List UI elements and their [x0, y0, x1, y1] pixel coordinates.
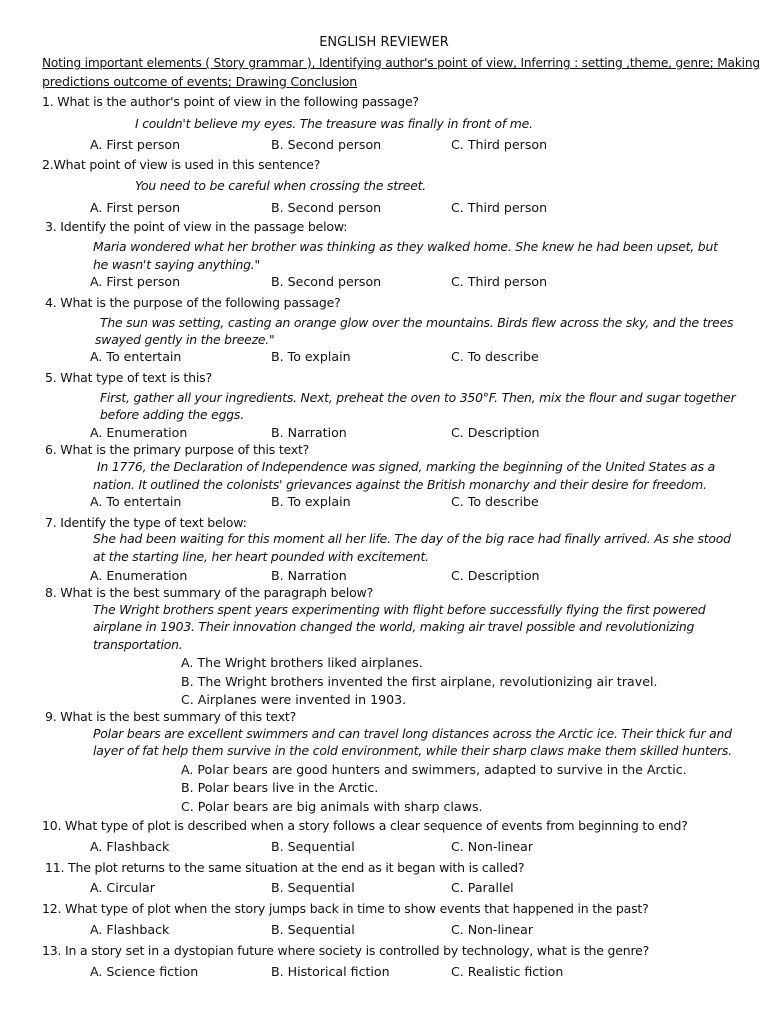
passage-6-line-2: nation. It outlined the colonists' grievances against the British monarchy and their desire for freedom. — [93, 477, 707, 492]
q8-option-a: A. The Wright brothers liked airplanes. — [181, 655, 423, 670]
passage-8-line-3: transportation. — [93, 637, 183, 652]
q7-option-c: C. Description — [451, 568, 540, 583]
q1-option-b: B. Second person — [271, 137, 382, 152]
q8-option-c: C. Airplanes were invented in 1903. — [181, 692, 407, 707]
q4-option-c: C. To describe — [451, 349, 539, 364]
passage-4-line-1: The sun was setting, casting an orange glow over the mountains. Birds flew across the sky, and the trees — [100, 315, 734, 330]
q8-option-b: B. The Wright brothers invented the first airplane, revolutionizing air travel. — [181, 674, 658, 689]
q9-option-b: B. Polar bears live in the Arctic. — [181, 780, 379, 795]
passage-9-line-2: layer of fat help them survive in the cold environment, while their sharp claws make them skilled hunters. — [93, 743, 732, 758]
q2-option-b: B. Second person — [271, 200, 382, 215]
question-6: 6. What is the primary purpose of this text? — [45, 442, 310, 457]
q5-option-a: A. Enumeration — [90, 425, 188, 440]
q10-option-b: B. Sequential — [271, 839, 355, 854]
q9-option-c: C. Polar bears are big animals with sharp claws. — [181, 799, 483, 814]
q1-option-a: A. First person — [90, 137, 181, 152]
q10-option-c: C. Non-linear — [451, 839, 534, 854]
passage-8-line-1: The Wright brothers spent years experimenting with flight before successfully flying the first powered — [93, 602, 706, 617]
passage-4-line-2: swayed gently in the breeze." — [95, 332, 275, 347]
q12-option-b: B. Sequential — [271, 922, 355, 937]
q7-option-a: A. Enumeration — [90, 568, 188, 583]
q7-option-b: B. Narration — [271, 568, 347, 583]
question-5: 5. What type of text is this? — [45, 370, 212, 385]
q10-option-a: A. Flashback — [90, 839, 170, 854]
q3-option-a: A. First person — [90, 274, 181, 289]
q11-option-a: A. Circular — [90, 880, 155, 895]
q9-option-a: A. Polar bears are good hunters and swimmers, adapted to survive in the Arctic. — [181, 762, 687, 777]
q4-option-b: B. To explain — [271, 349, 351, 364]
passage-3-line-1: Maria wondered what her brother was thinking as they walked home. She knew he had been upset, but — [93, 239, 718, 254]
question-9: 9. What is the best summary of this text? — [45, 709, 297, 724]
question-1: 1. What is the author's point of view in the following passage? — [42, 94, 419, 109]
q5-option-c: C. Description — [451, 425, 540, 440]
q13-option-c: C. Realistic fiction — [451, 964, 564, 979]
q12-option-c: C. Non-linear — [451, 922, 534, 937]
question-8: 8. What is the best summary of the paragraph below? — [45, 585, 374, 600]
passage-8-line-2: airplane in 1903. Their innovation changed the world, making air travel possible and revolutionizing — [93, 619, 695, 634]
q11-option-b: B. Sequential — [271, 880, 355, 895]
q5-option-b: B. Narration — [271, 425, 347, 440]
question-2: 2.What point of view is used in this sentence? — [42, 157, 321, 172]
question-7: 7. Identify the type of text below: — [45, 515, 247, 530]
q2-option-c: C. Third person — [451, 200, 548, 215]
page-title: ENGLISH REVIEWER — [319, 35, 449, 50]
passage-7-line-2: at the starting line, her heart pounded with excitement. — [93, 549, 429, 564]
passage-1-line-1: I couldn't believe my eyes. The treasure was finally in front of me. — [135, 116, 533, 131]
q2-option-a: A. First person — [90, 200, 181, 215]
q6-option-a: A. To entertain — [90, 494, 182, 509]
q4-option-a: A. To entertain — [90, 349, 182, 364]
question-10: 10. What type of plot is described when a story follows a clear sequence of events from beginning to end? — [42, 818, 688, 833]
passage-3-line-2: he wasn't saying anything." — [93, 257, 261, 272]
q12-option-a: A. Flashback — [90, 922, 170, 937]
passage-6-line-1: In 1776, the Declaration of Independence was signed, marking the beginning of the United States as a — [97, 459, 716, 474]
question-11: 11. The plot returns to the same situation at the end as it began with is called? — [45, 860, 525, 875]
q3-option-c: C. Third person — [451, 274, 548, 289]
question-4: 4. What is the purpose of the following passage? — [45, 295, 341, 310]
q1-option-c: C. Third person — [451, 137, 548, 152]
q13-option-a: A. Science fiction — [90, 964, 199, 979]
passage-7-line-1: She had been waiting for this moment all her life. The day of the big race had finally arrived. As she stood — [93, 531, 731, 546]
passage-2-line-1: You need to be careful when crossing the street. — [135, 178, 427, 193]
passage-9-line-1: Polar bears are excellent swimmers and can travel long distances across the Arctic ice. Their thick fur and — [93, 726, 732, 741]
q6-option-b: B. To explain — [271, 494, 351, 509]
question-3: 3. Identify the point of view in the passage below: — [45, 219, 348, 234]
subtitle-line-1: Noting important elements ( Story grammar ), Identifying author's point of view, Inferring : setting ,theme, genre; Making — [42, 55, 760, 70]
passage-5-line-1: First, gather all your ingredients. Next, preheat the oven to 350°F. Then, mix the flour and sugar together — [100, 390, 736, 405]
question-12: 12. What type of plot when the story jumps back in time to show events that happened in the past? — [42, 901, 649, 916]
question-13: 13. In a story set in a dystopian future where society is controlled by technology, what is the genre? — [42, 943, 650, 958]
q11-option-c: C. Parallel — [451, 880, 514, 895]
subtitle-line-2: predictions outcome of events; Drawing Conclusion — [42, 74, 358, 89]
passage-5-line-2: before adding the eggs. — [100, 407, 244, 422]
q3-option-b: B. Second person — [271, 274, 382, 289]
q13-option-b: B. Historical fiction — [271, 964, 390, 979]
q6-option-c: C. To describe — [451, 494, 539, 509]
